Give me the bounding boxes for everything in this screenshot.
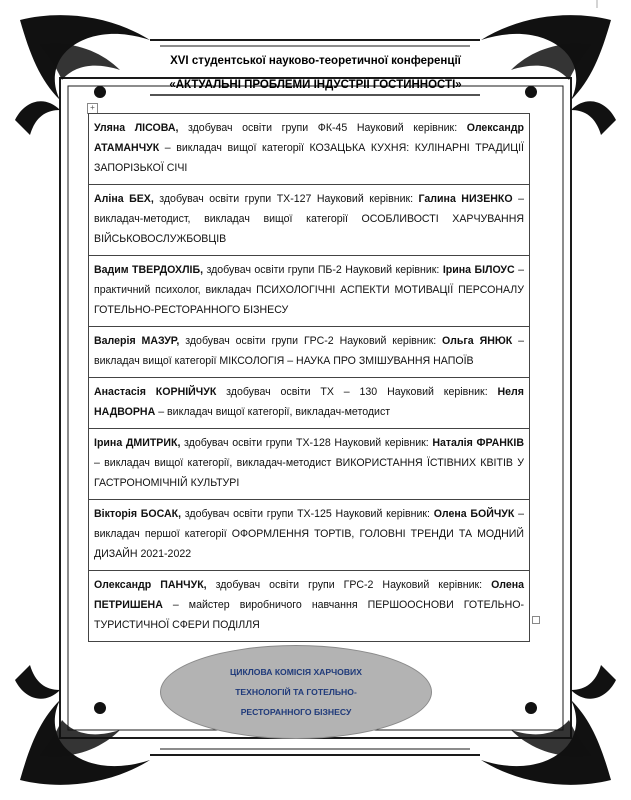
commission-line-1: ЦИКЛОВА КОМІСІЯ ХАРЧОВИХ — [230, 667, 362, 677]
table-row — [89, 571, 530, 642]
row-text: – викладач вищої категорії КОЗАЦЬКА КУХНЯ: КУЛІНАРНІ ТРАДИЦІЇ ЗАПОРІЗЬКОЇ СІЧІ — [94, 142, 524, 174]
advisor-name: Ірина БІЛОУС — [442, 264, 515, 276]
student-name: Вікторія БОСАК, — [94, 508, 182, 520]
table-cell[interactable] — [89, 185, 530, 256]
table-cell[interactable] — [89, 500, 530, 571]
commission-oval — [160, 645, 432, 739]
table-cell[interactable] — [89, 114, 530, 185]
student-name: Уляна ЛІСОВА, — [94, 122, 179, 134]
participants-table — [88, 113, 530, 642]
commission-line-3: РЕСТОРАННОГО БІЗНЕСУ — [240, 707, 352, 717]
table-row — [89, 185, 530, 256]
row-text: здобувач освіти групи ГРС-2 Науковий керівник: — [206, 579, 492, 591]
table-cell[interactable] — [89, 429, 530, 500]
student-name: Аліна БЕХ, — [94, 193, 154, 205]
table-row — [89, 378, 530, 429]
student-name: Анастасія КОРНІЙЧУК — [94, 386, 217, 398]
table-cell[interactable] — [89, 571, 530, 642]
row-text: – викладач першої категорії ОФОРМЛЕННЯ ТОРТІВ, ГОЛОВНІ ТРЕНДИ ТА МОДНИЙ ДИЗАЙН 2021-2022 — [94, 508, 524, 560]
table-move-handle[interactable]: + — [87, 103, 98, 114]
student-name: Валерія МАЗУР, — [94, 335, 180, 347]
row-text: здобувач освіти ТХ – 130 Науковий керівник: — [216, 386, 498, 398]
conference-title: XVI студентської науково-теоретичної конференції — [170, 55, 461, 67]
advisor-name: Галина НИЗЕНКО — [418, 193, 513, 205]
table-row — [89, 327, 530, 378]
student-name: Вадим ТВЕРДОХЛІБ, — [94, 264, 204, 276]
table-cell[interactable] — [89, 327, 530, 378]
row-text: – викладач вищої категорії, викладач-методист — [155, 406, 391, 418]
row-text: здобувач освіти групи ТХ-125 Науковий керівник: — [181, 508, 434, 520]
advisor-name: Ольга ЯНЮК — [442, 335, 513, 347]
row-text: здобувач освіти групи ПБ-2 Науковий керівник: — [203, 264, 443, 276]
row-text: здобувач освіти групи ТХ-127 Науковий керівник: — [153, 193, 419, 205]
table-row — [89, 256, 530, 327]
table-cell[interactable] — [89, 378, 530, 429]
row-text: – викладач-методист, викладач вищої категорії ОСОБЛИВОСТІ ХАРЧУВАННЯ ВІЙСЬКОВОСЛУЖБОВЦІВ — [94, 193, 525, 245]
advisor-name: Наталія ФРАНКІВ — [432, 437, 524, 449]
table-row — [89, 429, 530, 500]
row-text: здобувач освіти групи ФК-45 Науковий керівник: — [178, 122, 467, 134]
table-cell[interactable] — [89, 256, 530, 327]
advisor-name: Олена ПЕТРИШЕНА — [94, 579, 525, 611]
row-text: – майстер виробничого навчання ПЕРШООСНОВИ ГОТЕЛЬНО-ТУРИСТИЧНОЇ СФЕРИ ПОДІЛЛЯ — [94, 599, 524, 631]
row-text: здобувач освіти групи ГРС-2 Науковий керівник: — [179, 335, 443, 347]
commission-line-2: ТЕХНОЛОГІЙ ТА ГОТЕЛЬНО- — [235, 687, 357, 697]
advisor-name: Неля НАДВОРНА — [94, 386, 524, 418]
student-name: Олександр ПАНЧУК, — [94, 579, 207, 591]
table-resize-handle[interactable] — [532, 616, 540, 624]
row-text: – практичний психолог, викладач ПСИХОЛОГІЧНІ АСПЕКТИ МОТИВАЦІЇ ПЕРСОНАЛУ ГОТЕЛЬНО-РЕСТОРАННОГО БІЗНЕСУ — [94, 264, 525, 316]
table-row — [89, 500, 530, 571]
student-name: Ірина ДМИТРИК, — [94, 437, 181, 449]
advisor-name: Олена БОЙЧУК — [433, 508, 515, 520]
row-text: – викладач вищої категорії МІКСОЛОГІЯ – НАУКА ПРО ЗМІШУВАННЯ НАПОЇВ — [94, 335, 525, 367]
conference-subtitle: «АКТУАЛЬНІ ПРОБЛЕМИ ІНДУСТРІЇ ГОСТИННОСТІ» — [169, 79, 462, 91]
row-text: здобувач освіти групи ТХ-128 Науковий керівник: — [180, 437, 433, 449]
advisor-name: Олександр АТАМАНЧУК — [94, 122, 524, 154]
row-text: – викладач вищої категорії, викладач-методист ВИКОРИСТАННЯ ЇСТІВНИХ КВІТІВ У ГАСТРОНОМІЧНІЙ КУЛЬТУРІ — [94, 457, 524, 489]
table-row — [89, 114, 530, 185]
